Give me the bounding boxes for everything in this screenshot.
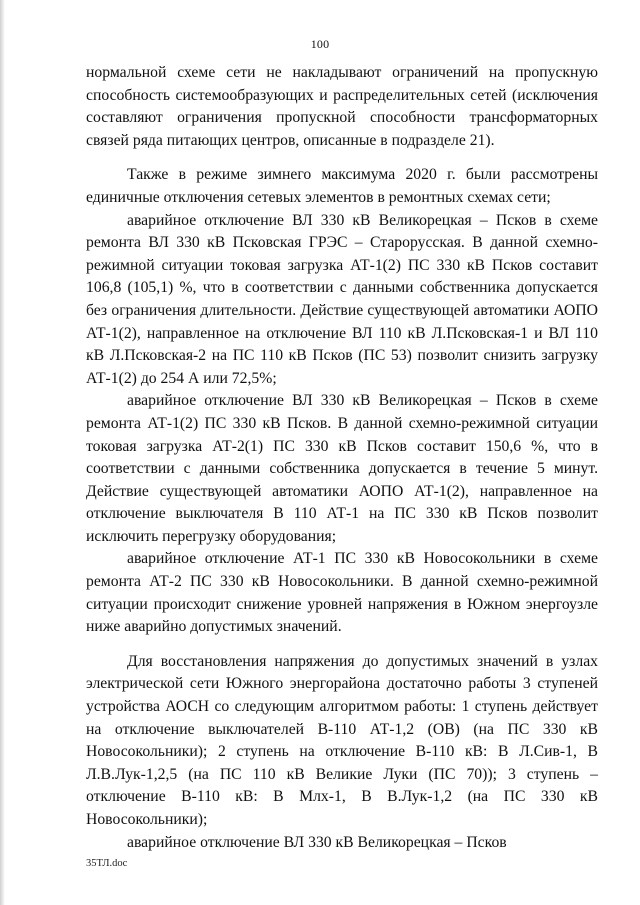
body-text	[86, 62, 598, 854]
paragraph-4: аварийное отключение ВЛ 330 кВ Великорецкая – Псков в схеме ремонта АТ-1(2) ПС 330 кВ Псков. В данной схемно-режимной ситуации токовая загрузка АТ-2(1) ПС 330 кВ Псков составит 150,6 %, что в соответствии с данными собственника допускается в течение 5 минут. Действие существующей автоматики АОПО АТ-1(2), направленное на отключение выключателя В 110 АТ-1 на ПС 330 кВ Псков позволит исключить перегрузку оборудования;	[86, 392, 598, 545]
file-name-footer: 35ТЛ.doc	[86, 858, 128, 869]
scan-edge-shadow	[0, 0, 5, 905]
paragraph-2: Также в режиме зимнего максимума 2020 г. были рассмотрены единичные отключения сетевых элементов в ремонтных схемах сети;	[86, 166, 598, 206]
paragraph-3: аварийное отключение ВЛ 330 кВ Великорецкая – Псков в схеме ремонта ВЛ 330 кВ Псковская ГРЭС – Старорусская. В данной схемно-режимной ситуации токовая загрузка АТ-1(2) ПС 330 кВ Псков составит 106,8 (105,1) %, что в соответствии с данными собственника допускается без ограничения длительности. Действие существующей автоматики АОПО АТ-1(2), направленное на отключение ВЛ 110 кВ Л.Псковская-1 и ВЛ 110 кВ Л.Псковская-2 на ПС 110 кВ Псков (ПС 53) позволит снизить загрузку АТ-1(2) до 254 А или 72,5%;	[86, 211, 598, 387]
paragraph-5: аварийное отключение АТ-1 ПС 330 кВ Новосокольники в схеме ремонта АТ-2 ПС 330 кВ Новосокольники. В данной схемно-режимной ситуации происходит снижение уровней напряжения в Южном энергоузле ниже аварийно допустимых значений.	[86, 550, 598, 636]
page-number: 100	[310, 37, 330, 51]
paragraph-1: нормальной схеме сети не накладывают ограничений на пропускную способность системообразующих и распределительных сетей (исключения составляют ограничения пропускной способности трансформаторных связей ряда питающих центров, описанные в подразделе 21).	[86, 64, 598, 149]
paragraph-7: аварийное отключение ВЛ 330 кВ Великорецкая – Псков	[127, 833, 507, 851]
paragraph-6: Для восстановления напряжения до допустимых значений в узлах электрической сети Южного энергорайона достаточно работы 3 ступеней устройства АОСН со следующим алгоритмом работы: 1 ступень действует на отключение выключателей В-110 АТ-1,2 (ОВ) (на ПС 330 кВ Новосокольники); 2 ступень на отключение В-110 кВ: В Л.Сив-1, В Л.В.Лук-1,2,5 (на ПС 110 кВ Великие Луки (ПС 70)); 3 ступень – отключение В-110 кВ: В Млх-1, В В.Лук-1,2 (на ПС 330 кВ Новосокольники);	[86, 652, 598, 828]
